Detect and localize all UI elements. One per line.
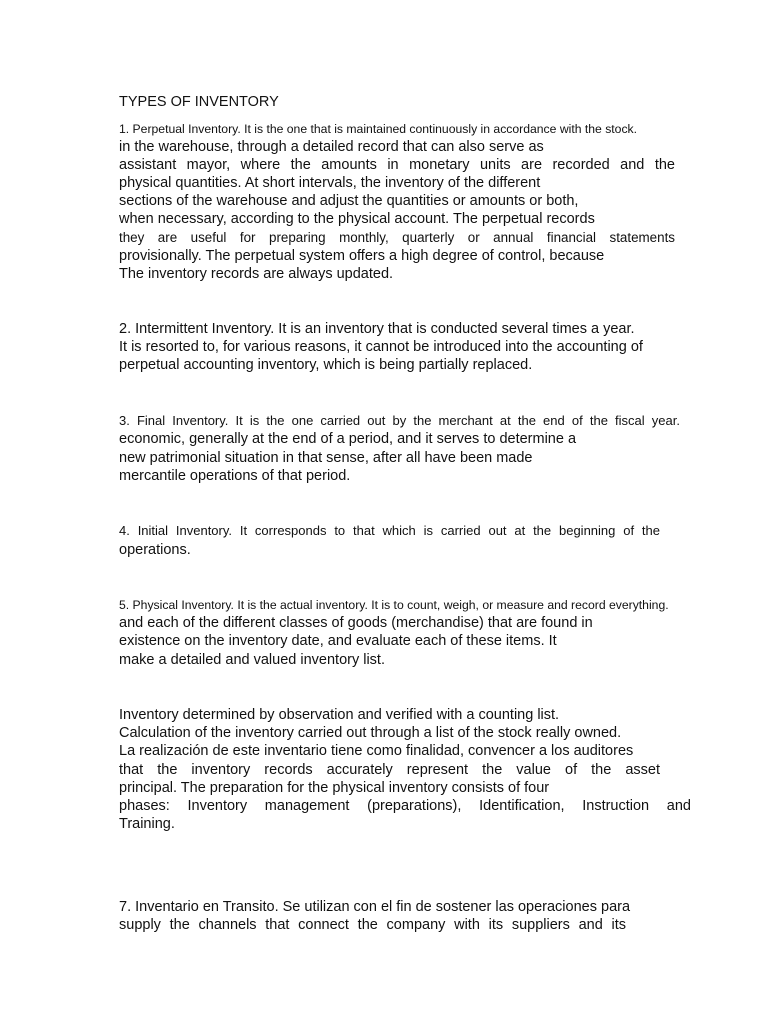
paragraph-line: It is resorted to, for various reasons, it cannot be introduced into the accounting of xyxy=(119,339,643,355)
paragraph-line: they are useful for preparing monthly, quarterly or annual financial statements xyxy=(119,230,675,245)
paragraph-line: 3. Final Inventory. It is the one carried out by the merchant at the end of the fiscal year. xyxy=(119,413,680,428)
paragraph-line: in the warehouse, through a detailed record that can also serve as xyxy=(119,139,544,155)
paragraph-line: Inventory determined by observation and verified with a counting list. xyxy=(119,707,560,723)
paragraph-line: assistant mayor, where the amounts in monetary units are recorded and the xyxy=(119,157,675,173)
paragraph-line: operations. xyxy=(119,542,191,558)
paragraph-line: 7. Inventario en Transito. Se utilizan con el fin de sostener las operaciones para xyxy=(119,899,631,915)
paragraph-line: 1. Perpetual Inventory. It is the one that is maintained continuously in accordance with the stock. xyxy=(119,122,638,136)
page-title: TYPES OF INVENTORY xyxy=(119,94,279,110)
paragraph-line: and each of the different classes of goods (merchandise) that are found in xyxy=(119,615,593,631)
paragraph-line: 4. Initial Inventory. It corresponds to that which is carried out at the beginning of the xyxy=(119,523,660,538)
paragraph-line: make a detailed and valued inventory list. xyxy=(119,652,385,668)
paragraph-line: La realización de este inventario tiene como finalidad, convencer a los auditores xyxy=(119,743,634,759)
paragraph-line: that the inventory records accurately represent the value of the asset xyxy=(119,762,660,778)
paragraph-line: mercantile operations of that period. xyxy=(119,468,351,484)
paragraph-line: principal. The preparation for the physical inventory consists of four xyxy=(119,780,550,796)
paragraph-line: new patrimonial situation in that sense, after all have been made xyxy=(119,450,533,466)
paragraph-line: perpetual accounting inventory, which is being partially replaced. xyxy=(119,357,533,373)
paragraph-line: provisionally. The perpetual system offers a high degree of control, because xyxy=(119,248,605,264)
paragraph-line: Training. xyxy=(119,816,175,832)
paragraph-line: phases: Inventory management (preparations), Identification, Instruction and xyxy=(119,798,691,814)
paragraph-line: 5. Physical Inventory. It is the actual inventory. It is to count, weigh, or measure and record everything. xyxy=(119,598,669,612)
paragraph-line: when necessary, according to the physical account. The perpetual records xyxy=(119,211,595,227)
paragraph-line: 2. Intermittent Inventory. It is an inventory that is conducted several times a year. xyxy=(119,321,635,337)
paragraph-line: economic, generally at the end of a period, and it serves to determine a xyxy=(119,431,577,447)
paragraph-line: existence on the inventory date, and evaluate each of these items. It xyxy=(119,633,557,649)
paragraph-line: Calculation of the inventory carried out through a list of the stock really owned. xyxy=(119,725,622,741)
paragraph-line: The inventory records are always updated. xyxy=(119,266,394,282)
paragraph-line: physical quantities. At short intervals, the inventory of the different xyxy=(119,175,541,191)
paragraph-line: supply the channels that connect the company with its suppliers and its xyxy=(119,917,626,933)
paragraph-line: sections of the warehouse and adjust the quantities or amounts or both, xyxy=(119,193,579,209)
